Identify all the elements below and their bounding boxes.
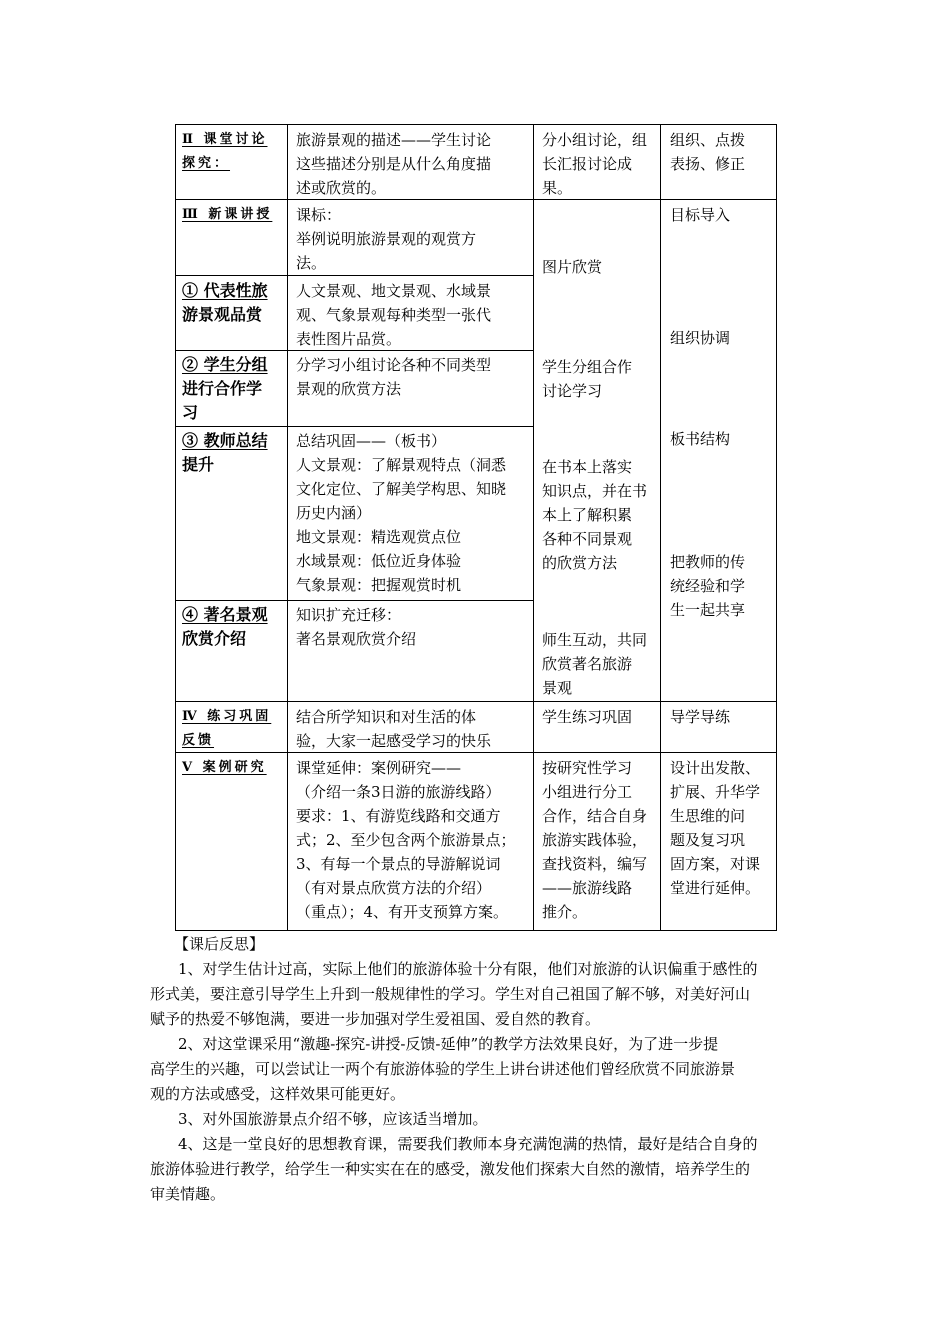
reflection-heading: 【课后反思】 bbox=[174, 935, 265, 953]
table-border-bottom bbox=[175, 930, 777, 931]
row4-label: ② 学生分组 进行合作学 习 bbox=[182, 355, 268, 422]
row8-content: 课堂延伸：案例研究—— （介绍一条3日游的旅游线路） 要求：1、有游览线路和交通方 式；2、至少包含两个旅游景点； 3、有每一个景点的导游解说词 （有对景点欣赏方法的介绍） （重点）；4、有开支预算方案。 bbox=[296, 759, 516, 921]
row-divider bbox=[175, 426, 534, 427]
row1-label: Ⅱ 课堂讨论 探究： bbox=[182, 132, 268, 171]
row5-content: 总结巩固——（板书） 人文景观：了解景观特点（洞悉 文化定位、了解美学构思、知晓 历史内涵） 地文景观：精选观赏点位 水域景观：低位近身体验 气象景观：把握观赏时机 bbox=[296, 432, 507, 594]
row7-content: 结合所学知识和对生活的体 验，大家一起感受学习的快乐 bbox=[296, 708, 492, 750]
row4-content: 分学习小组讨论各种不同类型 景观的欣赏方法 bbox=[296, 356, 492, 398]
row8-student: 按研究性学习 小组进行分工 合作，结合自身 旅游实践体验， 查找资料，编写 ——旅游线路 推介。 bbox=[542, 759, 648, 921]
reflection-paragraph-2: 2、对这堂课采用“激趣-探究-讲授-反馈-延伸”的教学方法效果良好，为了进一步提 高学生的兴趣，可以尝试让一两个有旅游体验的学生上讲台讲述他们曾经欣赏不同旅游景 观的方法或感受，这样效果可能更好。 bbox=[150, 1035, 736, 1103]
row-divider bbox=[175, 275, 534, 276]
reflection-paragraph-1: 1、对学生估计过高，实际上他们的旅游体验十分有限，他们对旅游的认识偏重于感性的 形式美，要注意引导学生上升到一般规律性的学习。学生对自己祖国了解不够，对美好河山 赋予的热爱不够饱满，要进一步加强对学生爱祖国、爱自然的教育。 bbox=[150, 960, 758, 1028]
row8-teacher: 设计出发散、 扩展、升华学 生思维的问 题及复习巩 固方案，对课 堂进行延伸。 bbox=[670, 759, 761, 897]
row7-label: Ⅳ 练习巩固 反馈 bbox=[182, 709, 272, 748]
student-activity-a: 图片欣赏 bbox=[542, 258, 603, 276]
col-divider-2 bbox=[533, 124, 534, 931]
reflection-paragraph-3: 3、对外国旅游景点介绍不够，应该适当增加。 bbox=[178, 1110, 488, 1128]
table-border-left bbox=[175, 124, 176, 931]
table-border-top bbox=[175, 124, 777, 125]
row3-label: ① 代表性旅 游景观品赏 bbox=[182, 281, 268, 324]
row7-teacher: 导学导练 bbox=[670, 708, 731, 726]
row-divider bbox=[175, 600, 534, 601]
teacher-activity-a: 目标导入 bbox=[670, 206, 731, 224]
reflection-paragraph-4: 4、这是一堂良好的思想教育课，需要我们教师本身充满饱满的热情，最好是结合自身的 旅游体验进行教学，给学生一种实实在在的感受，激发他们探索大自然的激情，培养学生的 审美情趣。 bbox=[150, 1135, 758, 1203]
col-divider-3 bbox=[660, 124, 661, 931]
teacher-activity-c: 板书结构 bbox=[670, 430, 731, 448]
col-divider-1 bbox=[287, 124, 288, 931]
student-activity-d: 师生互动，共同 欣赏著名旅游 景观 bbox=[542, 631, 648, 697]
student-activity-b: 学生分组合作 讨论学习 bbox=[542, 358, 633, 400]
table-border-right bbox=[776, 124, 777, 931]
row6-content: 知识扩充迁移： 著名景观欣赏介绍 bbox=[296, 606, 417, 648]
row5-label: ③ 教师总结 提升 bbox=[182, 431, 268, 474]
row-divider bbox=[175, 701, 777, 702]
row1-teacher: 组织、点拨 表扬、修正 bbox=[670, 131, 746, 173]
row7-student: 学生练习巩固 bbox=[542, 708, 633, 726]
row8-label: Ⅴ 案例研究 bbox=[182, 760, 267, 775]
row6-label: ④ 著名景观 欣赏介绍 bbox=[182, 605, 268, 648]
row3-content: 人文景观、地文景观、水域景 观、气象景观每种类型一张代 表性图片品赏。 bbox=[296, 282, 492, 348]
teacher-activity-d: 把教师的传 统经验和学 生一起共享 bbox=[670, 553, 746, 619]
row1-content: 旅游景观的描述——学生讨论 这些描述分别是从什么角度描 述或欣赏的。 bbox=[296, 131, 492, 197]
row2-content: 课标： 举例说明旅游景观的观赏方 法。 bbox=[296, 206, 477, 272]
teacher-activity-b: 组织协调 bbox=[670, 329, 731, 347]
row2-label: Ⅲ 新课讲授 bbox=[182, 207, 273, 222]
student-activity-c: 在书本上落实 知识点，并在书 本上了解积累 各种不同景观 的欣赏方法 bbox=[542, 458, 648, 572]
row1-student: 分小组讨论，组 长汇报讨论成 果。 bbox=[542, 131, 648, 197]
